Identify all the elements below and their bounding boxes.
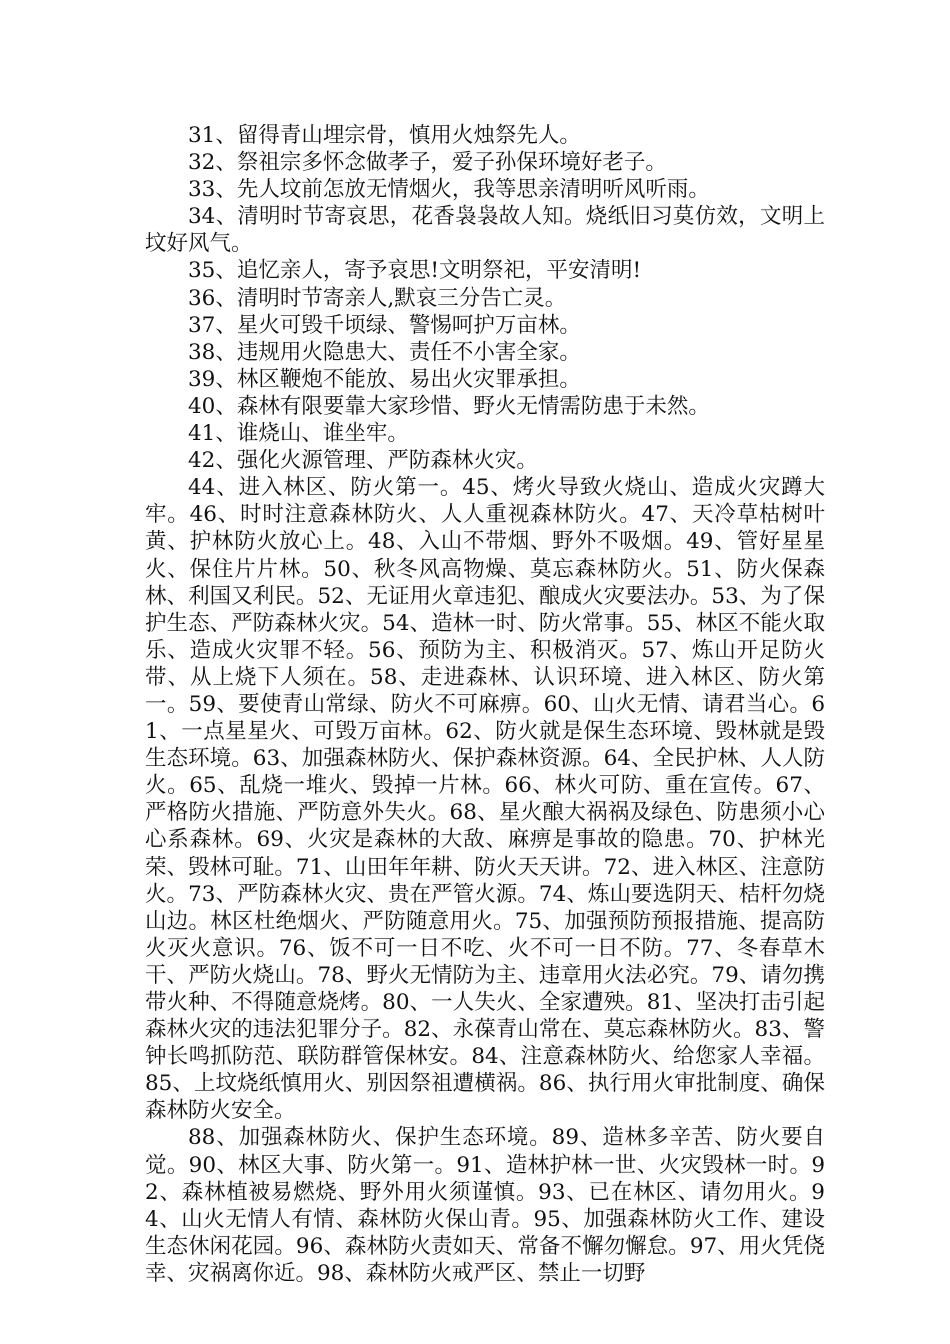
paragraph-42: 42、强化火源管理、严防森林火灾。 — [188, 448, 538, 474]
document-body — [145, 122, 825, 1287]
paragraph-37: 37、星火可毁千顷绿、警惕呵护万亩林。 — [188, 312, 581, 338]
paragraph-36: 36、清明时节寄亲人,默哀三分告亡灵。 — [188, 285, 567, 311]
paragraph-44-86: 44、进入林区、防火第一。45、烤火导致火烧山、造成火灾蹲大牢。46、时时注意森林防火、人人重视森林防火。47、天冷草枯树叶黄、护林防火放心上。48、入山不带烟、野外不吸烟。49、管好星星火、保住片片林。50、秋冬风高物燥、莫忘森林防火。51、防火保森林、利国又利民。52、无证用火章违犯、酿成火灾要法办。53、为了保护生态、严防森林火灾。54、造林一时、防火常事。55、林区不能火取乐、造成火灾罪不轻。56、预防为主、积极消灭。57、炼山开足防火带、从上烧下人须在。58、走进森林、认识环境、进入林区、防火第一。59、要使青山常绿、防火不可麻痹。60、山火无情、请君当心。61、一点星星火、可毁万亩林。62、防火就是保生态环境、毁林就是毁生态环境。63、加强森林防火、保护森林资源。64、全民护林、人人防火。65、乱烧一堆火、毁掉一片林。66、林火可防、重在宣传。67、严格防火措施、严防意外失火。68、星火酿大祸祸及绿色、防患须小心心系森林。69、火灾是森林的大敌、麻痹是事故的隐患。70、护林光荣、毁林可耻。71、山田年年耕、防火天天讲。72、进入林区、注意防火。73、严防森林火灾、贵在严管火源。74、炼山要选阴天、桔杆勿烧山边。林区杜绝烟火、严防随意用火。75、加强预防预报措施、提高防火灭火意识。76、饭不可一日不吃、火不可一日不防。77、冬春草木干、严防火烧山。78、野火无情防为主、违章用火法必究。79、请勿携带火种、不得随意烧烤。80、一人失火、全家遭殃。81、坚决打击引起森林火灾的违法犯罪分子。82、永葆青山常在、莫忘森林防火。83、警钟长鸣抓防范、联防群管保林安。84、注意森林防火、给您家人幸福。85、上坟烧纸慎用火、别因祭祖遭横祸。86、执行用火审批制度、确保森林防火安全。 — [145, 475, 825, 1124]
paragraph-38: 38、违规用火隐患大、责任不小害全家。 — [188, 339, 581, 365]
paragraph-39: 39、林区鞭炮不能放、易出火灾罪承担。 — [188, 366, 581, 392]
paragraph-33: 33、先人坟前怎放无情烟火，我等思亲清明听风听雨。 — [188, 177, 710, 203]
paragraph-34: 34、清明时节寄哀思，花香袅袅故人知。烧纸旧习莫仿效，文明上坟好风气。 — [145, 204, 825, 257]
paragraph-41: 41、谁烧山、谁坐牢。 — [188, 421, 409, 447]
paragraph-35: 35、追忆亲人，寄予哀思!文明祭祀，平安清明! — [188, 258, 642, 284]
paragraph-32: 32、祭祖宗多怀念做孝子，爱子孙保环境好老子。 — [188, 150, 667, 176]
paragraph-40: 40、森林有限要靠大家珍惜、野火无情需防患于未然。 — [188, 393, 710, 419]
paragraph-88-98: 88、加强森林防火、保护生态环境。89、造林多辛苦、防火要自觉。90、林区大事、防火第一。91、造林护林一世、火灾毁林一时。92、森林植被易燃烧、野外用火须谨慎。93、已在林区、请勿用火。94、山火无情人有情、森林防火保山青。95、加强森林防火工作、建设生态休闲花园。96、森林防火责如天、常备不懈勿懈怠。97、用火凭侥幸、灾祸离你近。98、森林防火戒严区、禁止一切野 — [145, 1125, 825, 1286]
paragraph-31: 31、留得青山埋宗骨，慎用火烛祭先人。 — [188, 123, 581, 148]
